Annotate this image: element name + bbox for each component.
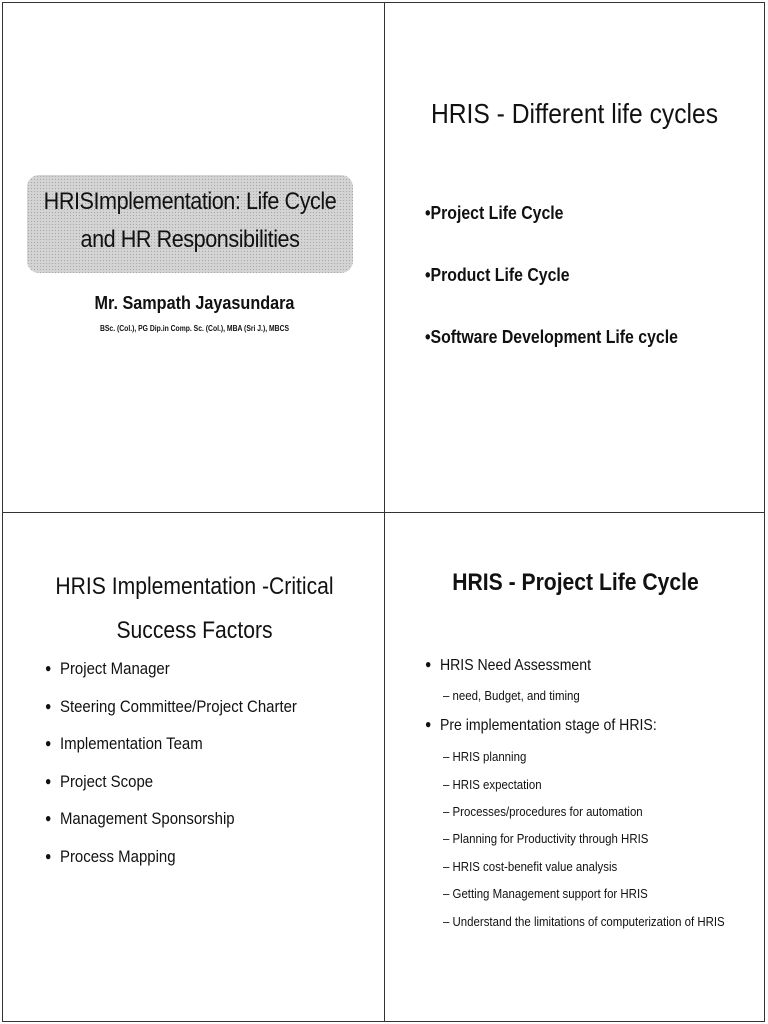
list-item-label: Project Scope (59, 771, 154, 791)
list-item (45, 847, 297, 885)
bullet-icon: ● (45, 698, 52, 713)
slide-heading: HRIS - Different life cycles (430, 98, 719, 129)
list-item (45, 809, 297, 847)
slide-life-cycles (384, 2, 765, 513)
list-item-label: HRIS Need Assessment (439, 657, 591, 674)
bullet-icon: ● (425, 717, 432, 731)
slide-title (2, 2, 385, 513)
presentation-title (43, 183, 336, 259)
sub-item: – Understand the limitations of computerization of HRIS (443, 914, 725, 929)
list-item (425, 657, 591, 675)
list-item (45, 734, 297, 772)
list-item-label: Management Sponsorship (59, 809, 235, 828)
list-item (45, 772, 297, 810)
slide-heading: HRIS - Project Life Cycle (452, 569, 699, 596)
sub-item: – Planning for Productivity through HRIS (443, 831, 649, 846)
heading-line-2: Success Factors (116, 617, 273, 644)
bullet-icon: ● (45, 848, 52, 863)
list-item-label: Project Manager (59, 659, 170, 678)
list-item-label: Pre implementation stage of HRIS: (439, 717, 657, 734)
life-cycle-list (425, 203, 712, 389)
list-item: •Project Life Cycle (425, 203, 564, 223)
slide-project-life-cycle (384, 512, 765, 1022)
sub-item: – HRIS cost-benefit value analysis (443, 859, 618, 874)
list-item (45, 697, 297, 735)
bullet-icon: ● (45, 773, 52, 788)
list-item: •Software Development Life cycle (425, 327, 678, 347)
heading-line-1: HRIS Implementation -Critical (55, 573, 334, 600)
bullet-icon: ● (45, 811, 52, 825)
slide-heading (26, 565, 363, 653)
sub-item: – HRIS planning (443, 749, 527, 764)
handout-sheet (2, 2, 765, 1022)
list-item-label: Steering Committee/Project Charter (59, 696, 297, 716)
sub-item: – Getting Management support for HRIS (443, 886, 648, 901)
slide-success-factors (2, 512, 385, 1022)
bullet-icon: ● (45, 736, 52, 750)
list-item-label: Implementation Team (59, 734, 203, 753)
success-factor-list (45, 659, 331, 884)
sub-item: – need, Budget, and timing (443, 688, 580, 703)
list-item (425, 717, 657, 735)
list-item (45, 659, 297, 697)
sub-item: – HRIS expectation (443, 777, 542, 792)
sub-item: – Processes/procedures for automation (443, 804, 643, 819)
presenter-qualifications: BSc. (Col.), PG Dip.in Comp. Sc. (Col.), MBA (Sri J.), MBCS (99, 324, 290, 333)
title-line-2: and HR Responsibilities (80, 226, 300, 253)
bullet-icon: ● (45, 661, 52, 675)
list-item-label: Process Mapping (59, 846, 176, 866)
presenter-name: Mr. Sampath Jayasundara (94, 293, 295, 313)
title-line-1: HRISImplementation: Life Cycle (43, 188, 337, 215)
list-item: •Product Life Cycle (425, 265, 570, 285)
bullet-icon: ● (425, 657, 432, 671)
